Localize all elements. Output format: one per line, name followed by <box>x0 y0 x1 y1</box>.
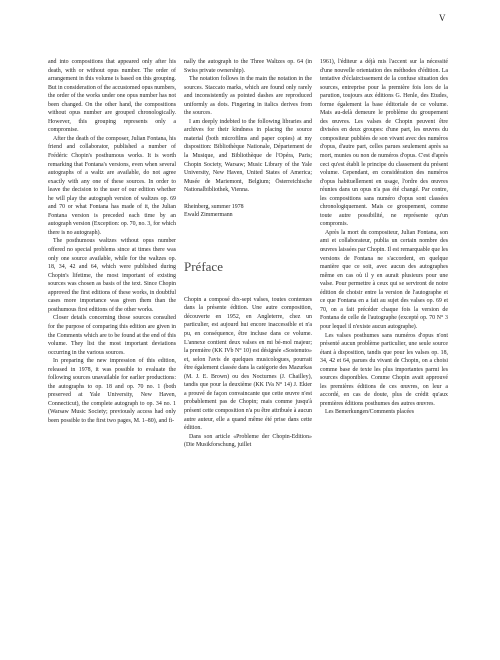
paragraph: I am deeply indebted to the following libraries and archives for their kindness in placing the source material (both microfilms and paper copies) at my disposition: Bibliothèque Nationale, Département de la Musique, and Bibliothèque de l'Opéra, Paris; Chopin Society, Warsaw; Music Library of the Yale University, New Haven, United States of America; Musée de Mariemont, Belgium; Österreichische Nationalbibliothek, Vienna. <box>184 118 312 194</box>
paragraph: Closer details concerning those sources consulted for the purpose of comparing this edition are given in the Comments which are to be found at the end of this volume. They list the most important deviations occurring in the various sources. <box>48 315 176 356</box>
paragraph: In preparing the new impression of this edition, released in 1978, it was possible to evaluate the following sources unavailable for earlier productions: the autographs to op. 18 and op. 70 no. 1 (both preserved at Yale University, New Haven, Connecticut), the complete autograph to op. 34 no. 1 (Warsaw Music Society; previously access had only been possible to the first two pages, M. 1–80), and fi- <box>48 358 176 424</box>
paragraph: After the death of the composer, Julian Fontana, his friend and collaborator, published a number of Frédéric Chopin's posthumous works. It is worth remarking that Fontana's versions, even when several autographs of a waltz are available, do not agree exactly with any one of these sources. In order to leave the decision to the user of our edition whether he will play the autograph version of waltzes op. 69 and 70 or what Fontana has made of it, the Julian Fontana version is preceded each time by an autograph version (Exception: op. 70, no. 3, for which there is no autograph). <box>48 135 176 236</box>
signature-place-date: Rheinberg, summer 1978 <box>184 203 244 210</box>
column-3 <box>320 58 448 417</box>
paragraph: and into compositions that appeared only after his death, with or without opus number. The order of arrangement in this volume is based on this grouping. But in consideration of the accustomed opus numbers, the order of the works under one opus number has not been changed. On the other hand, the compositions without opus number are grouped chronologically. However, this grouping represents only a compromise. <box>48 59 176 134</box>
paragraph: 1961), l'éditeur a déjà mis l'accent sur la nécessité d'une nouvelle orientation des méthodes d'édition. La tentative d'éclaircissement de la confuse situation des sources, entreprise pour la première fois lors de la parution, toujours aux éditions G. Henle, des Etudes, forme également la base éditoriale de ce volume. Mais au-delà demeure le problème du groupement des œuvres. Les valses de Chopin peuvent être divisées en deux groupes: d'une part, les œuvres du compositeur publiées de son vivant avec des numéros d'opus, d'autre part, celles parues seulement après sa mort, munies ou non de numéros d'opus. C'est d'après ceci qu'est établi le principe du classement du présent volume. Cependant, en considération des numéros d'opus habituellement en usage, l'ordre des œuvres réunies dans un opus n'a pas été changé. Par contre, les compositions sans numéro d'opus sont classées chronologiquement. Mais ce groupement, comme toute autre possibilité, ne représente qu'un compromis. <box>320 59 448 228</box>
section-heading: Préface <box>184 258 223 274</box>
paragraph: Les valses posthumes sans numéros d'opus n'ont présenté aucun problème particulier, une seule source étant à disposition, tandis que pour les valses op. 18, 34, 42 et 64, parues du vivant de Chopin, on a choisi comme base de texte les plus importantes parmi les sources disponibles. Comme Chopin avait approuvé les premières éditions de ces œuvres, on leur a accordé, en cas de doute, plus de crédit qu'aux premières éditions posthumes des autres œuvres. <box>320 332 448 407</box>
paragraph: nally the autograph to the Three Waltzes op. 64 (in Swiss private ownership). <box>184 59 312 74</box>
paragraph: Les Bemerkungen/Comments placées <box>325 409 414 416</box>
paragraph: The notation follows in the main the notation in the sources. Staccato marks, which are found only rarely and inconsistently as pointed dashes are reproduced uniformly as dots. Fingering in italics derives from the sources. <box>184 76 312 117</box>
signature-name: Ewald Zimmermann <box>184 212 233 219</box>
signature-block <box>184 203 312 220</box>
page-number: V <box>439 13 446 23</box>
paragraph: Chopin a composé dix-sept valses, toutes contenues dans la présente édition. Une autre composition, découverte en 1952, en Angleterre, chez un particulier, est aujourd hui encore inaccessible et n'a pu, en conséquence, être incluse dans ce volume. L'annexe contient deux valses en mi bé-mol majeur; la première (KK IVb N° 10) est désignée «Sostenuto» et, selon l'avis de quelques musicologues, pourrait être également classée dans la catégorie des Mazurkas (M. J. E. Brown) ou des Nocturnes (J. Chailley), tandis que pour la deuxième (KK IVa N° 14) J. Ekier a prouvé de façon convaincante que cette œuvre n'est probablement pas de Chopin; mais comme jusqu'à présent cette composition n'a pu être attribuée à aucun autre auteur, elle a quand même été prise dans cette édition. <box>184 296 312 432</box>
column-2 <box>184 58 312 450</box>
paragraph: Dans son article «Probleme der Chopin-Edition» (Die Musikforschung, juillet <box>184 433 312 449</box>
column-1 <box>48 58 176 426</box>
paragraph: Après la mort du compositeur, Julian Fontana, son ami et collaborateur, publia un certain nombre des œuvres laissées par Chopin. Il est remarquable que les versions de Fontana ne s'accordent, en quelque manière que ce soit, avec aucun des autographes même en cas où il y en aurait plusieurs pour une valse. Pour permettre à ceux qui se serviront de notre édition de choisir entre la version de l'autographe et ce que Fontana en a fait au sujet des valses op. 69 et 70, on a fait précéder chaque fois la version de Fontana de celle de l'autographe (excepté op. 70 N° 3 pour lequel il n'existe aucun autographe). <box>320 229 448 330</box>
paragraph: The posthumous waltzes without opus number offered no special problems since at times there was only one source available, while for the waltzes op. 18, 34, 42 and 64, which were published during Chopin's lifetime, the most important of existing sources was chosen as basis of the text. Since Chopin approved the first editions of these works, in doubtful cases more importance was given them than the posthumous first editions of the other works. <box>48 238 176 313</box>
